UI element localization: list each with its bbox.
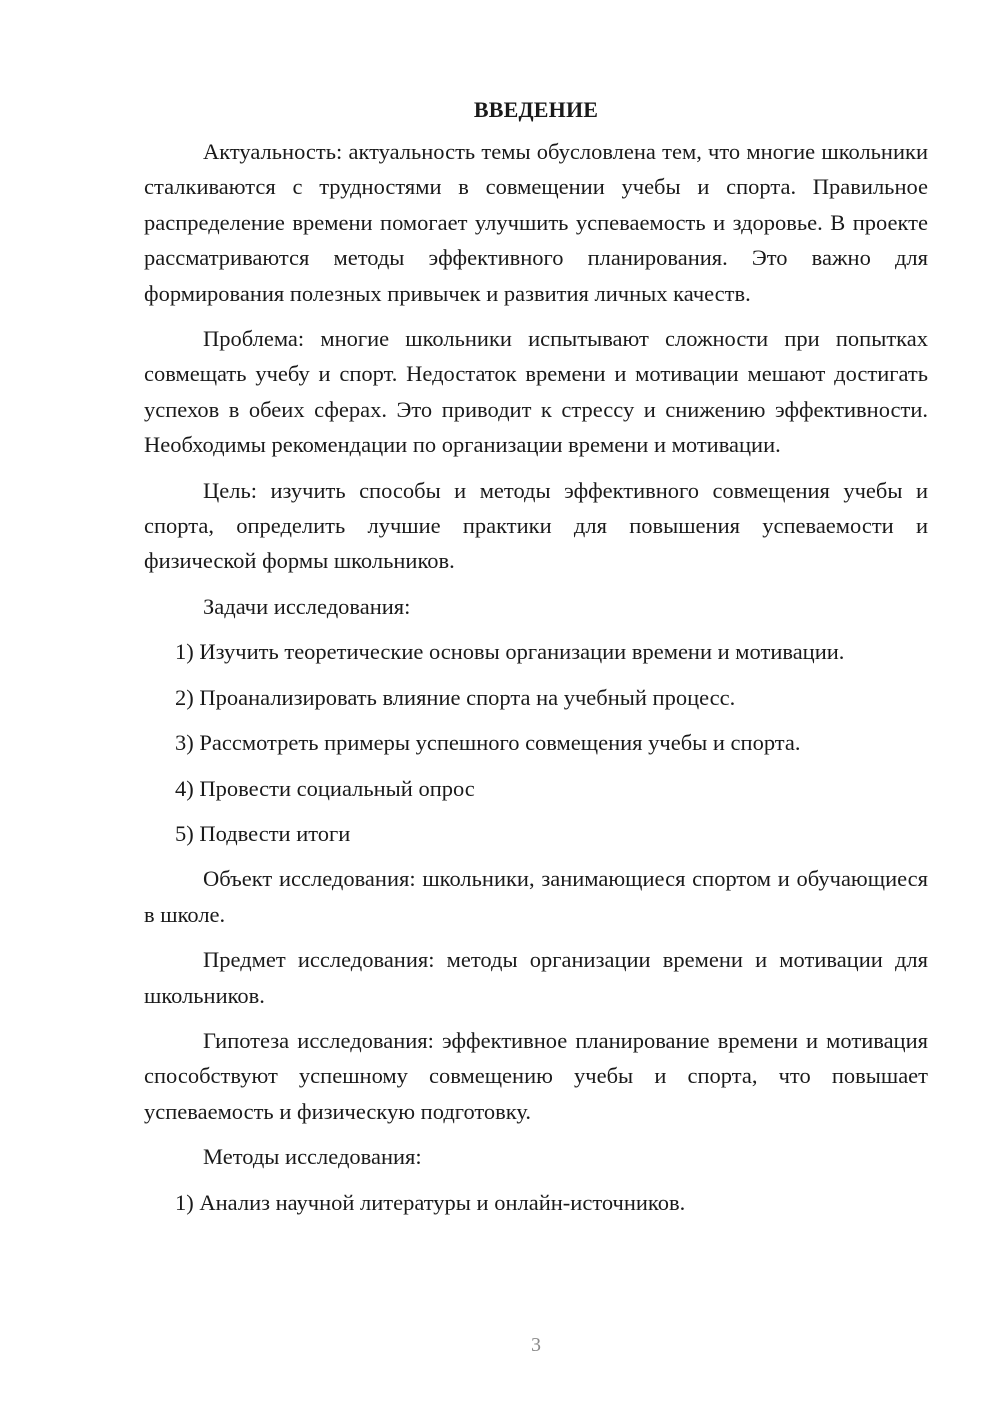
problem-paragraph: Проблема: многие школьники испытывают сложности при попытках совмещать учебу и спорт. Недостаток времени и мотивации мешают достигать успехов в обеих сферах. Это приводит к стрессу и снижению эффективности. Необходимы рекомендации по организации времени и мотивации. bbox=[144, 326, 928, 458]
tasks-list bbox=[144, 634, 928, 851]
hypothesis-paragraph: Гипотеза исследования: эффективное планирование времени и мотивация способствуют успешному совмещению учебы и спорта, что повышает успеваемость и физическую подготовку. bbox=[144, 1027, 928, 1124]
methods-heading: Методы исследования: bbox=[203, 1144, 422, 1170]
methods-list bbox=[144, 1185, 928, 1220]
task-item-2: 2) Проанализировать влияние спорта на учебный процесс. bbox=[175, 684, 736, 710]
task-item-4: 4) Провести социальный опрос bbox=[175, 775, 475, 801]
subject-paragraph: Предмет исследования: методы организации времени и мотивации для школьников. bbox=[144, 947, 928, 1008]
task-item-3: 3) Рассмотреть примеры успешного совмещения учебы и спорта. bbox=[175, 730, 801, 756]
document-page bbox=[144, 92, 928, 1230]
page-number: 3 bbox=[531, 1334, 541, 1356]
task-item-5: 5) Подвести итоги bbox=[175, 820, 351, 846]
object-paragraph: Объект исследования: школьники, занимающиеся спортом и обучающиеся в школе. bbox=[144, 866, 928, 927]
goal-paragraph: Цель: изучить способы и методы эффективного совмещения учебы и спорта, определить лучшие практики для повышения успеваемости и физической формы школьников. bbox=[144, 477, 928, 574]
task-item-1: 1) Изучить теоретические основы организации времени и мотивации. bbox=[175, 639, 845, 665]
page-title: ВВЕДЕНИЕ bbox=[473, 97, 599, 122]
tasks-heading: Задачи исследования: bbox=[203, 593, 411, 619]
method-item-1: 1) Анализ научной литературы и онлайн-источников. bbox=[175, 1189, 686, 1215]
relevance-paragraph: Актуальность: актуальность темы обусловлена тем, что многие школьники сталкиваются с трудностями в совмещении учебы и спорта. Правильное распределение времени помогает улучшить успеваемость и здоровье. В проекте рассматриваются методы эффективного планирования. Это важно для формирования полезных привычек и развития личных качеств. bbox=[144, 139, 928, 306]
